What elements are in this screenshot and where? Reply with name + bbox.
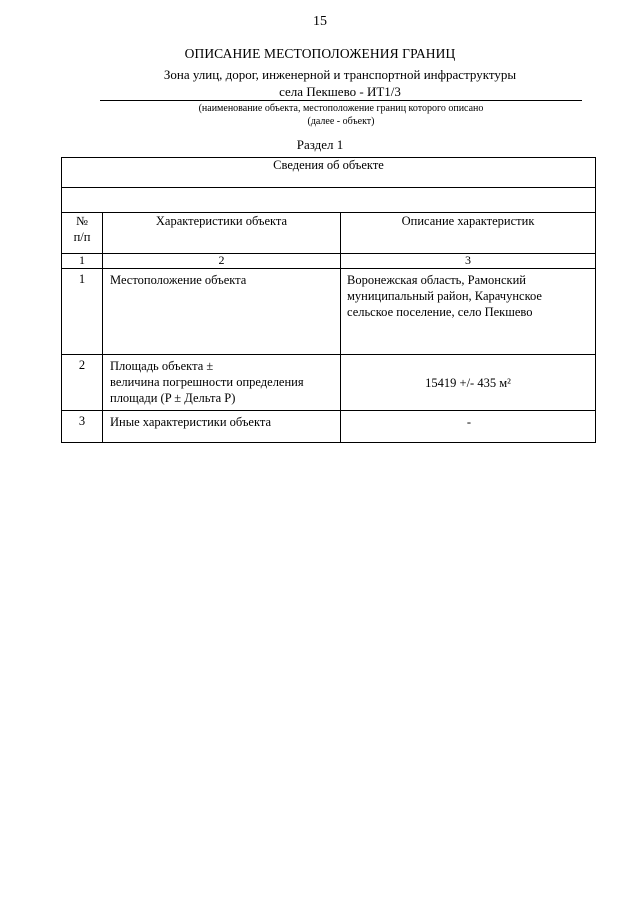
table-header-row [62,158,596,188]
description-line: - [466,415,472,429]
description-line: Воронежская область, Рамонский [347,273,526,287]
column-header-description: Описание характеристик [341,213,596,254]
object-info-table [61,157,596,443]
characteristic-line: Иные характеристики объекта [110,415,272,429]
object-name-underline [100,100,582,101]
object-caption [100,102,582,128]
column-header-num [62,213,103,254]
object-caption-line-1: (наименование объекта, местоположение границ которого описано [198,103,484,114]
row-number: 2 [62,355,103,411]
column-header-characteristics: Характеристики объекта [103,213,341,254]
column-index-2: 2 [103,254,341,269]
row-description [341,355,596,411]
table-empty-row [62,188,596,213]
characteristic-line: Местоположение объекта [110,273,247,287]
row-number: 3 [62,411,103,443]
row-characteristic [103,269,341,355]
object-name [100,66,580,100]
table-header: Сведения об объекте [62,158,596,188]
table-empty-cell [62,188,596,213]
page-number: 15 [313,14,327,29]
description-line: муниципальный район, Карачунское [347,289,542,303]
row-description [341,411,596,443]
object-name-line-1: Зона улиц, дорог, инженерной и транспортной инфраструктуры [163,67,517,82]
characteristic-line: величина погрешности определения [110,375,304,389]
row-description [341,269,596,355]
table-row [62,411,596,443]
characteristic-line: площади (P ± Дельта P) [110,391,236,405]
description-line: 15419 +/- 435 м² [425,375,511,390]
row-characteristic [103,355,341,411]
column-index-1: 1 [62,254,103,269]
row-characteristic [103,411,341,443]
column-index-3: 3 [341,254,596,269]
description-line: сельское поселение, село Пекшево [347,305,533,319]
table-row [62,269,596,355]
characteristic-line: Площадь объекта ± [110,359,214,373]
column-header-num-line-2: п/п [73,230,91,244]
object-caption-line-2: (далее - объект) [307,116,375,127]
object-name-line-2: села Пекшево - ИТ1/3 [279,84,401,99]
section-title: Раздел 1 [296,137,344,152]
column-header-row [62,213,596,254]
document-title: ОПИСАНИЕ МЕСТОПОЛОЖЕНИЯ ГРАНИЦ [184,46,456,61]
table-row [62,355,596,411]
column-index-row [62,254,596,269]
column-header-num-line-1: № [76,214,88,228]
row-number: 1 [62,269,103,355]
